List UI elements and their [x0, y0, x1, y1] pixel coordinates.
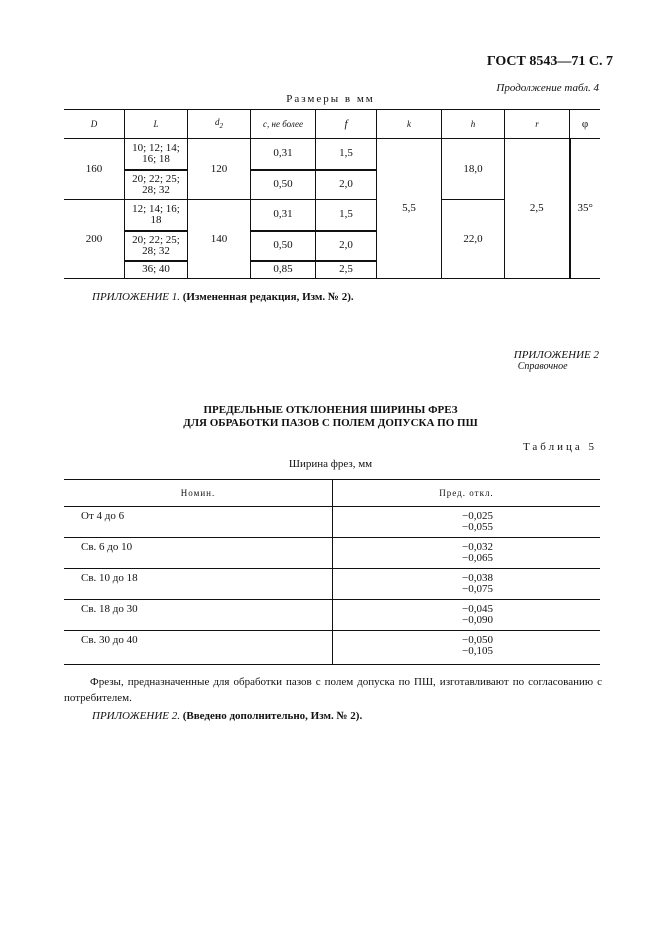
- cell-f: 2,0: [316, 231, 377, 261]
- cell-nominal: От 4 до 6: [64, 507, 333, 538]
- table5-caption: Ширина фрез, мм: [288, 458, 373, 470]
- section-title-line-2: ДЛЯ ОБРАБОТКИ ПАЗОВ С ПОЛЕМ ДОПУСКА ПО ПШ: [183, 417, 478, 429]
- table-row: [64, 507, 600, 538]
- note-appendix-2: [92, 710, 362, 722]
- note-label: ПРИЛОЖЕНИЕ 2.: [92, 710, 180, 722]
- cell-d2: 140: [188, 200, 251, 279]
- cell-nominal: Св. 30 до 40: [64, 631, 333, 665]
- cell-deviation: −0,032 −0,065: [333, 538, 601, 569]
- col-nominal: Номин.: [64, 480, 333, 507]
- cell-phi: 35°: [570, 139, 601, 279]
- body-paragraph: Фрезы, предназначенные для обработки пазов с полем допуска по ПШ, изготавливают по согласованию с потребителем.: [64, 676, 602, 704]
- cell-L: 36; 40: [125, 261, 188, 279]
- note-label: ПРИЛОЖЕНИЕ 1.: [92, 291, 180, 303]
- col-L: L: [125, 110, 188, 139]
- note-text: (Измененная редакция, Изм. № 2).: [182, 291, 354, 303]
- cell-f: 1,5: [316, 139, 377, 170]
- appendix-2-subtitle: Справочное: [517, 361, 568, 372]
- cell-deviation: −0,025 −0,055: [333, 507, 601, 538]
- cell-D-160: 160: [64, 139, 125, 200]
- appendix-2-title: ПРИЛОЖЕНИЕ 2: [513, 349, 599, 361]
- appendix-2-heading: [514, 349, 599, 372]
- section-title: [0, 404, 661, 430]
- cell-f: 1,5: [316, 200, 377, 231]
- col-D: D: [64, 110, 125, 139]
- cell-deviation: −0,050 −0,105: [333, 631, 601, 665]
- cell-L: 20; 22; 25; 28; 32: [125, 170, 188, 200]
- table-row: [64, 569, 600, 600]
- col-phi: φ: [570, 110, 601, 139]
- cell-d2: 120: [188, 139, 251, 200]
- table-row: [64, 538, 600, 569]
- cell-L: 20; 22; 25; 28; 32: [125, 231, 188, 261]
- col-h: h: [442, 110, 505, 139]
- table-row: [64, 631, 600, 665]
- col-k: k: [377, 110, 442, 139]
- cell-D-200: 200: [64, 200, 125, 279]
- col-r: r: [505, 110, 570, 139]
- cell-c: 0,50: [251, 170, 316, 200]
- cell-deviation: −0,045 −0,090: [333, 600, 601, 631]
- cell-c: 0,31: [251, 139, 316, 170]
- note-appendix-1: [92, 291, 354, 303]
- cell-c: 0,31: [251, 200, 316, 231]
- cell-h: 18,0: [442, 139, 505, 200]
- col-c: c, не более: [251, 110, 316, 139]
- col-deviation: Пред. откл.: [333, 480, 601, 507]
- cell-r: 2,5: [505, 139, 570, 279]
- cell-k: 5,5: [377, 139, 442, 279]
- cell-f: 2,5: [316, 261, 377, 279]
- table4-units: Размеры в мм: [286, 93, 375, 105]
- note-text: (Введено дополнительно, Изм. № 2).: [182, 710, 363, 722]
- page-header-code: ГОСТ 8543—71 С. 7: [486, 54, 613, 69]
- section-title-line-1: ПРЕДЕЛЬНЫЕ ОТКЛОНЕНИЯ ШИРИНЫ ФРЕЗ: [203, 404, 458, 416]
- table-continuation-label: Продолжение табл. 4: [496, 82, 599, 94]
- cell-nominal: Св. 18 до 30: [64, 600, 333, 631]
- cell-L: 12; 14; 16; 18: [125, 200, 188, 231]
- col-d2: $d_2$: [188, 110, 251, 139]
- table-4: [64, 109, 600, 279]
- col-f: f: [316, 110, 377, 139]
- cell-nominal: Св. 6 до 10: [64, 538, 333, 569]
- cell-f: 2,0: [316, 170, 377, 200]
- table5-number: Таблица 5: [522, 441, 597, 453]
- cell-h: 22,0: [442, 200, 505, 279]
- cell-deviation: −0,038 −0,075: [333, 569, 601, 600]
- table-row: [64, 600, 600, 631]
- table-5: [64, 479, 600, 665]
- cell-nominal: Св. 10 до 18: [64, 569, 333, 600]
- cell-c: 0,85: [251, 261, 316, 279]
- cell-L: 10; 12; 14; 16; 18: [125, 139, 188, 170]
- cell-c: 0,50: [251, 231, 316, 261]
